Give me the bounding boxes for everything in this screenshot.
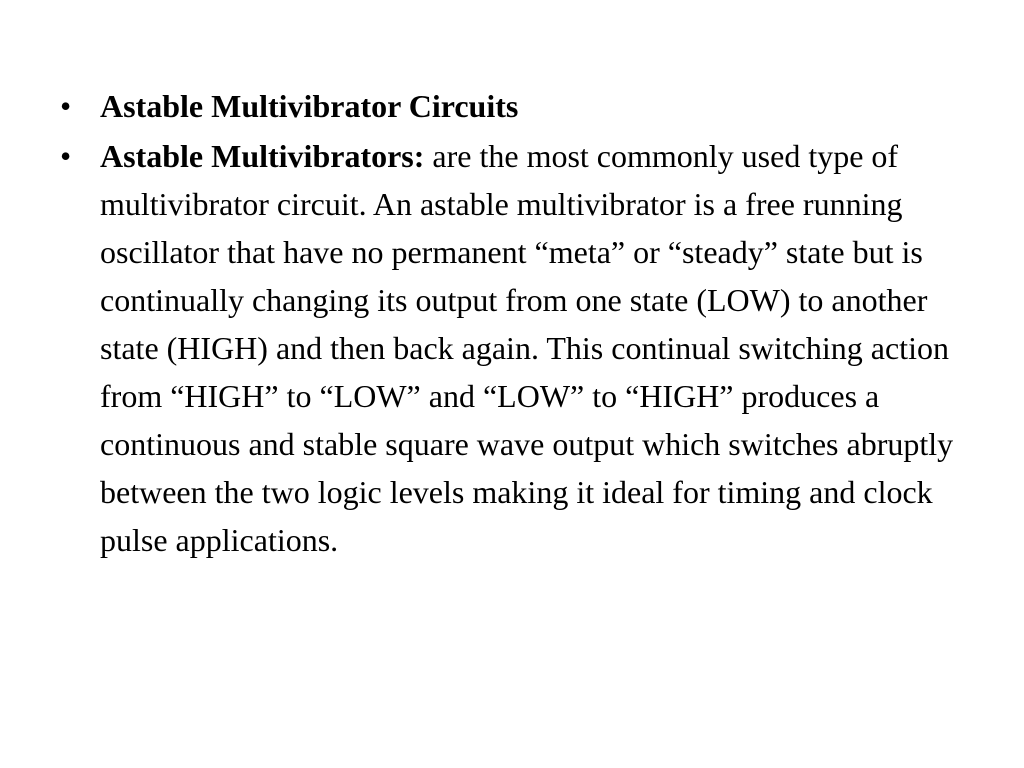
- bullet-item-definition: [60, 132, 960, 564]
- bullet-item-title: [60, 82, 960, 130]
- bullet-list: [60, 82, 960, 566]
- bullet-icon: •: [60, 138, 72, 174]
- bullet-icon: •: [60, 88, 72, 124]
- definition-text: are the most commonly used type of multivibrator circuit. An astable multivibrator is a free running oscillator that have no permanent “meta” or “steady” state but is continually changing its output from one state (LOW) to another state (HIGH) and then back again. This continual switching action from “HIGH” to “LOW” and “LOW” to “HIGH” produces a continuous and stable square wave output which switches abruptly between the two logic levels making it ideal for timing and clock pulse applications.: [100, 138, 954, 558]
- bullet-heading: Astable Multivibrator Circuits: [100, 88, 519, 124]
- definition-term: Astable Multivibrators:: [100, 138, 425, 174]
